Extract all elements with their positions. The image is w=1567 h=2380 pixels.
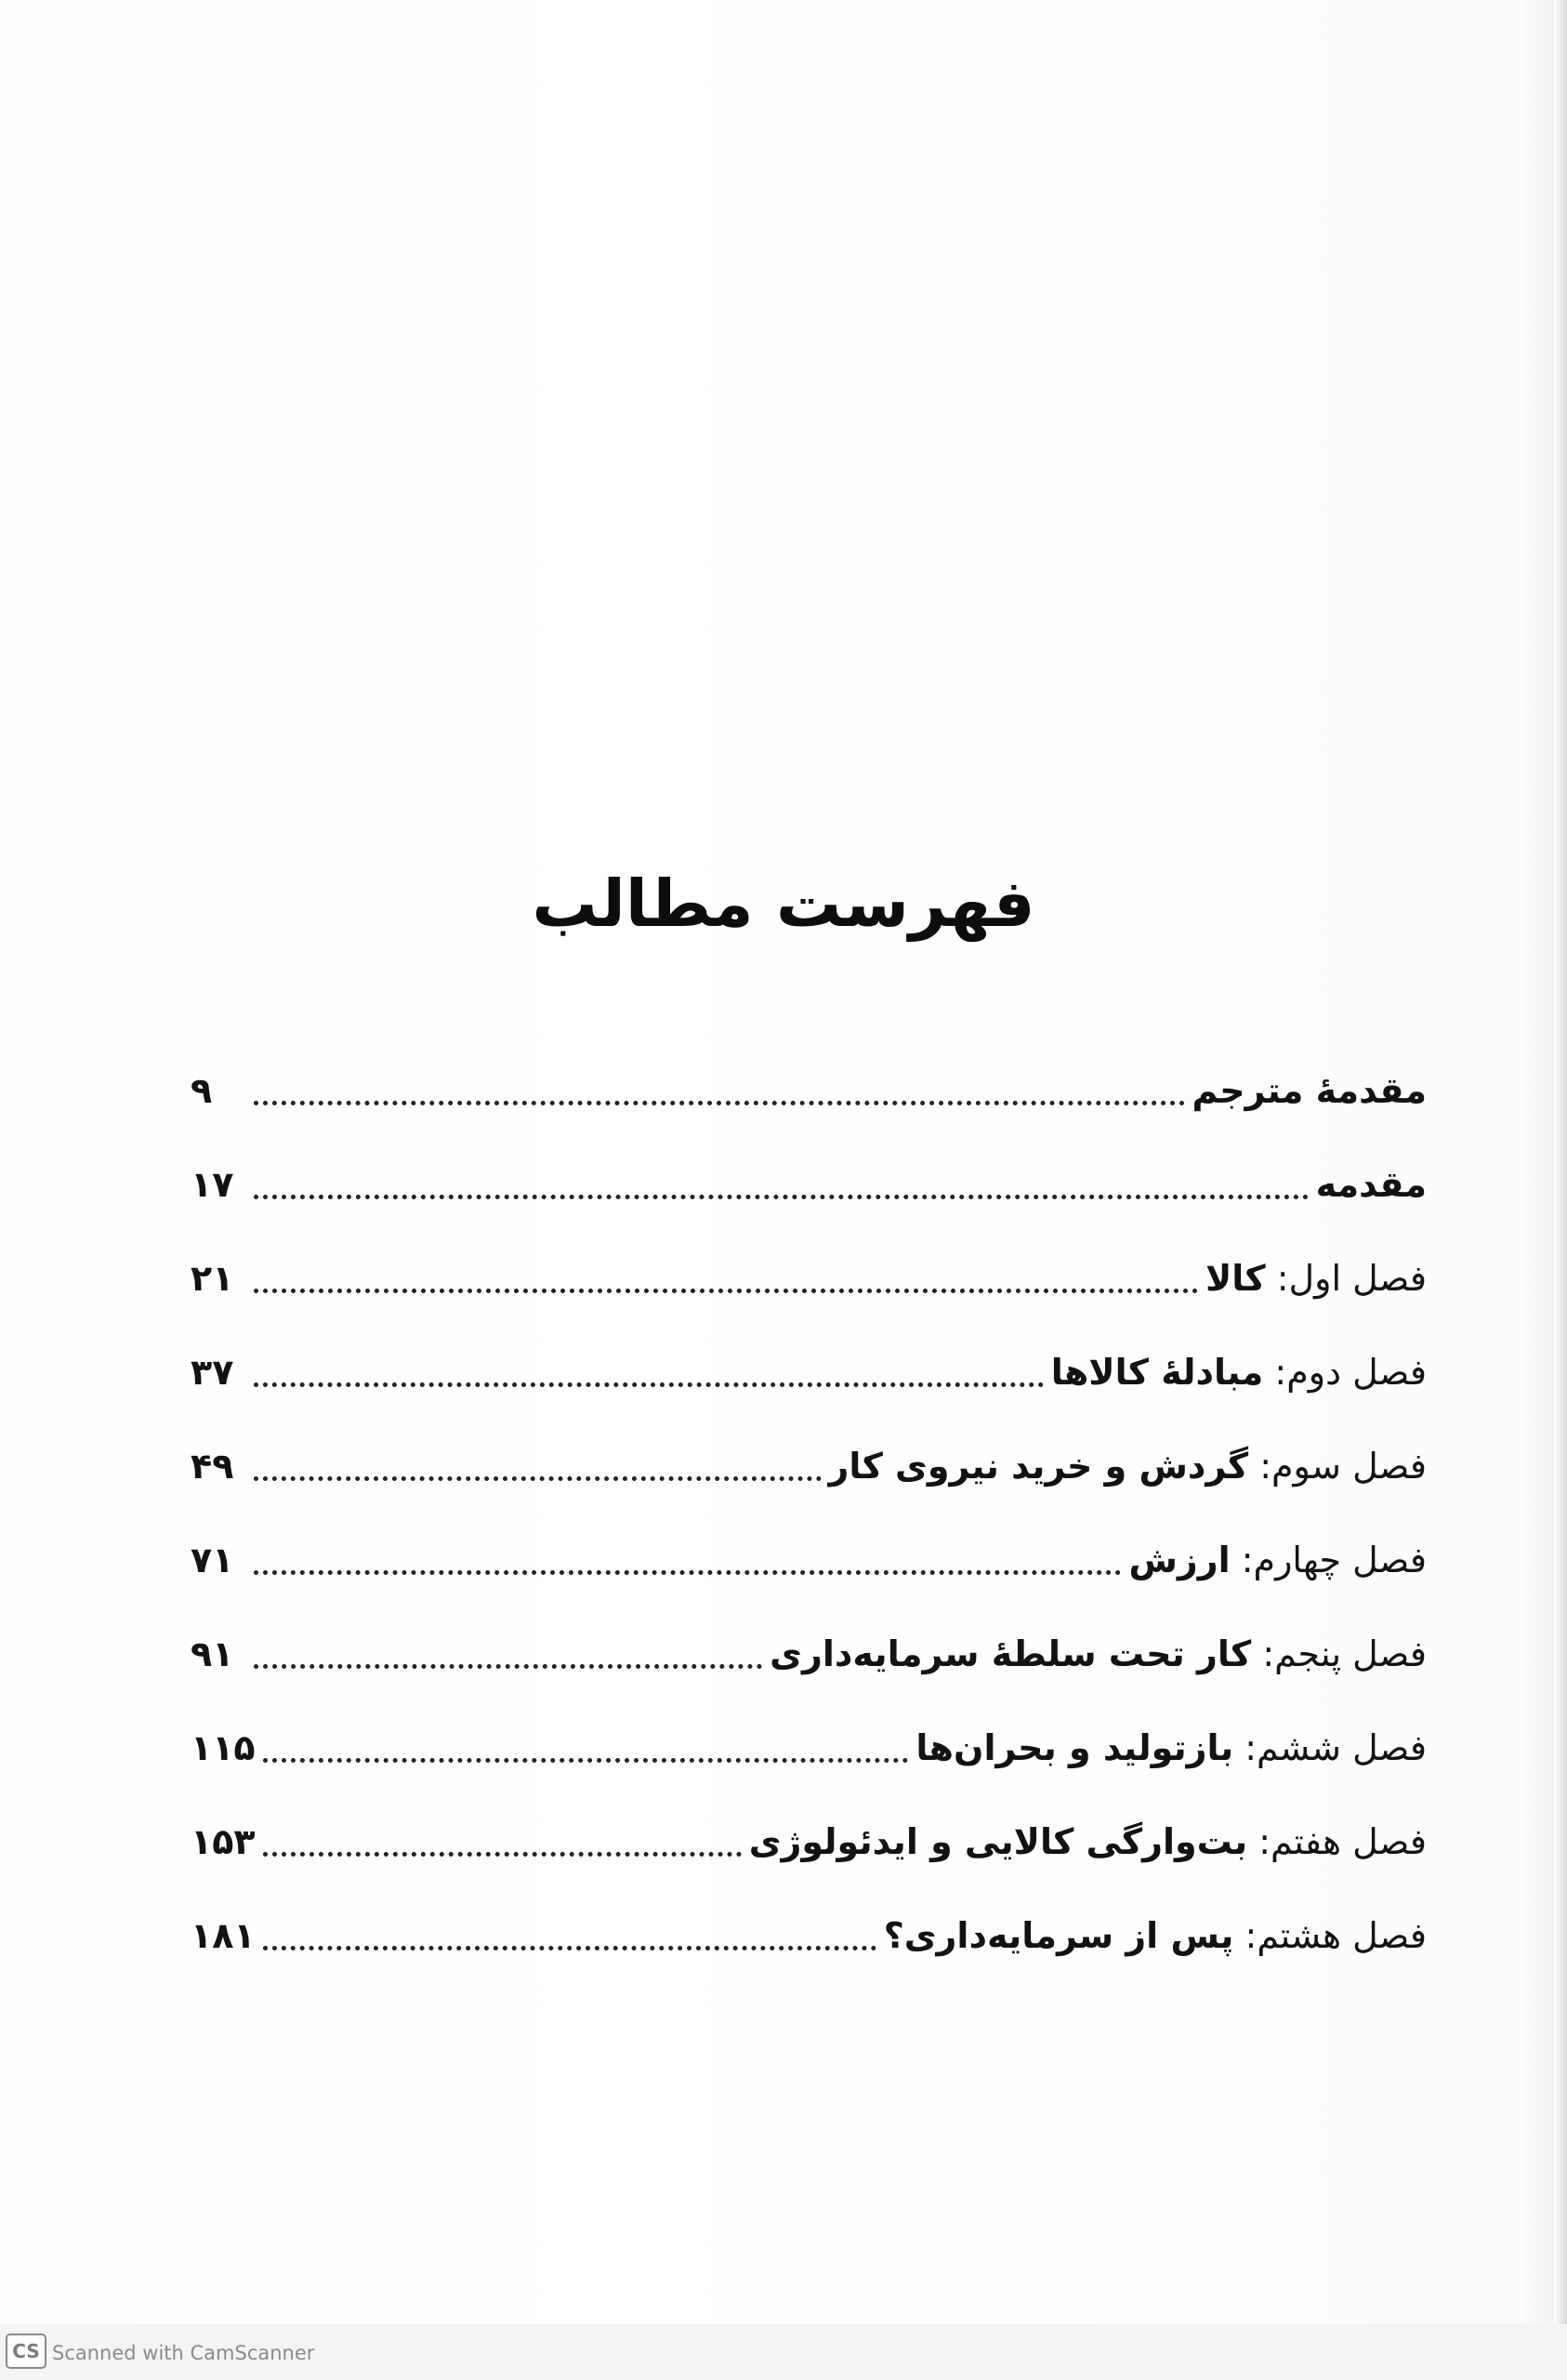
toc-entry-chapter-prefix: فصل پنجم: bbox=[1262, 1633, 1427, 1674]
toc-entry-chapter-4 bbox=[191, 1492, 1427, 1586]
toc-entry-name: مقدمهٔ مترجم bbox=[1192, 1070, 1427, 1111]
dot-leader bbox=[254, 1570, 1121, 1575]
toc-entry-chapter-prefix: فصل اول: bbox=[1276, 1258, 1427, 1299]
page-title: فهرست مطالب bbox=[532, 865, 1035, 942]
toc-entry-name: بازتولید و بحران‌ها bbox=[915, 1727, 1234, 1768]
toc-entry-page-number: ۱۸۱ bbox=[191, 1915, 256, 1956]
toc-entry-chapter-prefix: فصل دوم: bbox=[1274, 1352, 1427, 1393]
dot-leader bbox=[263, 1946, 876, 1950]
toc-entry-title bbox=[1205, 1252, 1427, 1304]
toc-entry-page-number: ۹ bbox=[191, 1070, 213, 1111]
toc-entry-chapter-1 bbox=[191, 1210, 1427, 1304]
toc-entry-name: ارزش bbox=[1128, 1540, 1231, 1580]
dot-leader bbox=[254, 1382, 1044, 1387]
dot-leader bbox=[254, 1476, 822, 1481]
toc-entry-chapter-prefix: فصل هفتم: bbox=[1258, 1821, 1427, 1862]
toc-entry-chapter-2 bbox=[191, 1304, 1427, 1398]
page-edge-shadow bbox=[1554, 0, 1567, 2324]
toc-entry-chapter-5 bbox=[191, 1586, 1427, 1680]
toc-entry-chapter-prefix: فصل هشتم: bbox=[1244, 1915, 1427, 1956]
toc-entry-title bbox=[829, 1440, 1427, 1492]
toc-entry-title bbox=[915, 1722, 1427, 1774]
toc-entry-name: پس از سرمایه‌داری؟ bbox=[883, 1915, 1234, 1956]
dot-leader bbox=[263, 1852, 742, 1857]
camscanner-logo-icon: CS bbox=[6, 2334, 46, 2369]
toc-entry-name: کار تحت سلطهٔ سرمایه‌داری bbox=[770, 1633, 1252, 1674]
dot-leader bbox=[263, 1758, 909, 1763]
toc-entry-page-number: ۱۷ bbox=[191, 1164, 234, 1205]
toc-entry-title bbox=[1316, 1158, 1427, 1210]
toc-entry-name: مقدمه bbox=[1315, 1164, 1427, 1205]
dot-leader bbox=[254, 1664, 762, 1669]
dot-leader bbox=[254, 1289, 1198, 1293]
toc-entry-chapter-8 bbox=[191, 1868, 1427, 1962]
toc-entry-name: کالا bbox=[1205, 1258, 1266, 1299]
toc-entry-chapter-7 bbox=[191, 1774, 1427, 1868]
toc-entry-title bbox=[770, 1628, 1427, 1680]
toc-entry-name: بت‌وارگی کالایی و ایدئولوژی bbox=[748, 1821, 1248, 1862]
scanner-footer bbox=[0, 2324, 1567, 2380]
scanner-watermark-text: Scanned with CamScanner bbox=[52, 2342, 315, 2364]
toc-entry-page-number: ۹۱ bbox=[191, 1633, 234, 1674]
toc-entry-name: مبادلهٔ کالاها bbox=[1050, 1352, 1264, 1393]
toc-entry-chapter-prefix: فصل چهارم: bbox=[1241, 1540, 1427, 1580]
toc-entry-preface bbox=[191, 1117, 1427, 1210]
toc-entry-chapter-3 bbox=[191, 1398, 1427, 1492]
toc-entry-chapter-prefix: فصل ششم: bbox=[1244, 1727, 1427, 1768]
toc-entry-page-number: ۴۹ bbox=[191, 1446, 234, 1487]
toc-entry-page-number: ۳۷ bbox=[191, 1352, 234, 1393]
toc-entry-title bbox=[884, 1910, 1427, 1962]
toc-entry-page-number: ۲۱ bbox=[191, 1258, 234, 1299]
toc-entry-chapter-6 bbox=[191, 1680, 1427, 1774]
toc-entry-title bbox=[1192, 1064, 1428, 1117]
dot-leader bbox=[254, 1195, 1309, 1199]
table-of-contents bbox=[191, 1023, 1427, 1962]
toc-entry-page-number: ۱۱۵ bbox=[191, 1727, 256, 1768]
toc-entry-chapter-prefix: فصل سوم: bbox=[1259, 1446, 1427, 1487]
toc-entry-title bbox=[1128, 1534, 1427, 1586]
toc-entry-page-number: ۷۱ bbox=[191, 1540, 234, 1580]
toc-entry-title bbox=[1051, 1346, 1427, 1398]
toc-entry-translator-preface bbox=[191, 1023, 1427, 1117]
dot-leader bbox=[254, 1101, 1185, 1105]
toc-entry-page-number: ۱۵۳ bbox=[191, 1821, 256, 1862]
toc-entry-name: گردش و خرید نیروی کار bbox=[828, 1446, 1249, 1487]
toc-entry-title bbox=[749, 1816, 1427, 1868]
